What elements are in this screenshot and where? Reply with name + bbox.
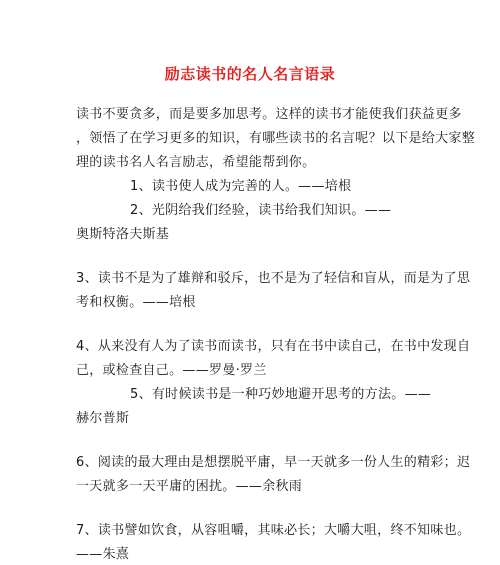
quote-2-line-2: 奥斯特洛夫斯基: [76, 227, 170, 242]
quote-6-line-2: 一天就多一天平庸的困扰。——余秋雨: [76, 479, 303, 494]
quote-7-line-2: ——朱熹: [76, 547, 130, 562]
intro-line-2: ，领悟了在学习更多的知识，有哪些读书的名言呢？以下是给大家整: [76, 131, 476, 146]
document-title: 励志读书的名人名言语录: [164, 65, 336, 83]
quote-3-line-1: 3、读书不是为了雄辩和驳斥，也不是为了轻信和盲从，而是为了思: [76, 271, 471, 286]
quote-6-line-1: 6、阅读的最大理由是想摆脱平庸，早一天就多一份人生的精彩；迟: [76, 455, 471, 470]
intro-line-1: 读书不要贪多，而是要多加思考。这样的读书才能使我们获益更多: [76, 107, 462, 122]
quote-5-line-2: 赫尔普斯: [76, 411, 130, 426]
intro-line-3: 理的读书名人名言励志，希望能帮到你。: [76, 155, 316, 170]
quote-5-line-1: 5、有时候读书是一种巧妙地避开思考的方法。——: [130, 387, 432, 402]
quote-4-line-1: 4、从来没有人为了读书而读书，只有在书中读自己，在书中发现自: [76, 339, 471, 354]
quote-1: 1、读书使人成为完善的人。——培根: [130, 179, 352, 194]
quote-3-line-2: 考和权衡。——培根: [76, 295, 196, 310]
quote-7-line-1: 7、读书譬如饮食，从容咀嚼，其味必长；大嚼大咀，终不知味也。: [76, 523, 471, 538]
quote-4-line-2: 己，或检查自己。——罗曼·罗兰: [76, 363, 267, 378]
quote-2-line-1: 2、光阴给我们经验，读书给我们知识。——: [130, 203, 392, 218]
